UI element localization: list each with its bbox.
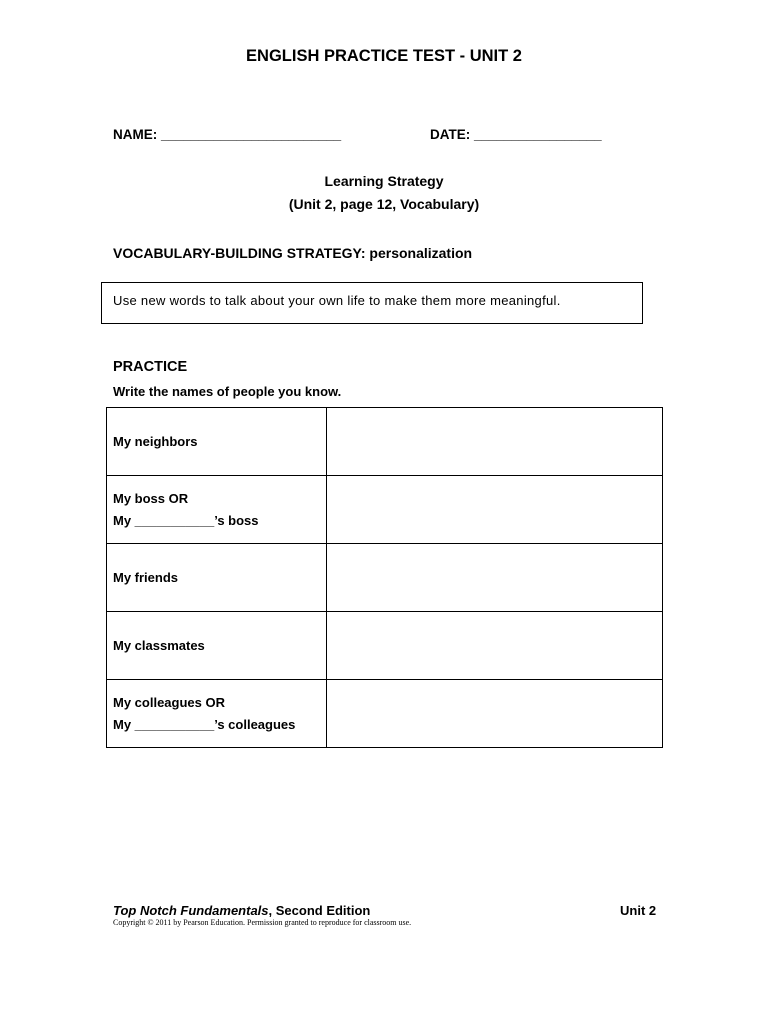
row-label [107,408,327,476]
name-field: NAME: ________________________ [113,127,342,142]
row-label-line: My friends [113,569,179,585]
practice-heading: PRACTICE [113,359,188,375]
table-row [107,544,663,612]
book-edition: , Second Edition [268,903,371,918]
strategy-box [101,282,643,324]
footer-book-title [113,903,370,918]
row-label-line: My ___________’s colleagues [113,716,296,732]
row-label-line: My boss OR [113,490,189,506]
practice-instruction: Write the names of people you know. [113,384,342,399]
table-row [107,612,663,680]
book-title: Top Notch Fundamentals [113,903,269,918]
learning-strategy-subtitle: (Unit 2, page 12, Vocabulary) [288,196,480,212]
table-row [107,408,663,476]
date-field: DATE: _________________ [430,127,602,142]
row-label [107,476,327,544]
row-label [107,680,327,748]
footer-unit: Unit 2 [620,903,657,918]
row-label-line: My neighbors [113,433,198,449]
answer-cell[interactable] [327,408,663,476]
strategy-box-text: Use new words to talk about your own life to make them more meaningful. [113,293,561,308]
table-row [107,476,663,544]
table-row [107,680,663,748]
learning-strategy-title: Learning Strategy [324,173,444,189]
answer-cell[interactable] [327,544,663,612]
answer-cell[interactable] [327,476,663,544]
strategy-heading: VOCABULARY-BUILDING STRATEGY: personalization [113,245,473,261]
row-label-line: My classmates [113,637,205,653]
answer-cell[interactable] [327,612,663,680]
page-title: ENGLISH PRACTICE TEST - UNIT 2 [246,47,522,65]
answer-cell[interactable] [327,680,663,748]
row-label-line: My colleagues OR [113,694,225,710]
footer-copyright: Copyright © 2011 by Pearson Education. Permission granted to reproduce for classroom use. [113,918,412,927]
practice-table [106,407,663,748]
row-label [107,612,327,680]
row-label [107,544,327,612]
row-label-line: My ___________’s boss [113,512,259,528]
